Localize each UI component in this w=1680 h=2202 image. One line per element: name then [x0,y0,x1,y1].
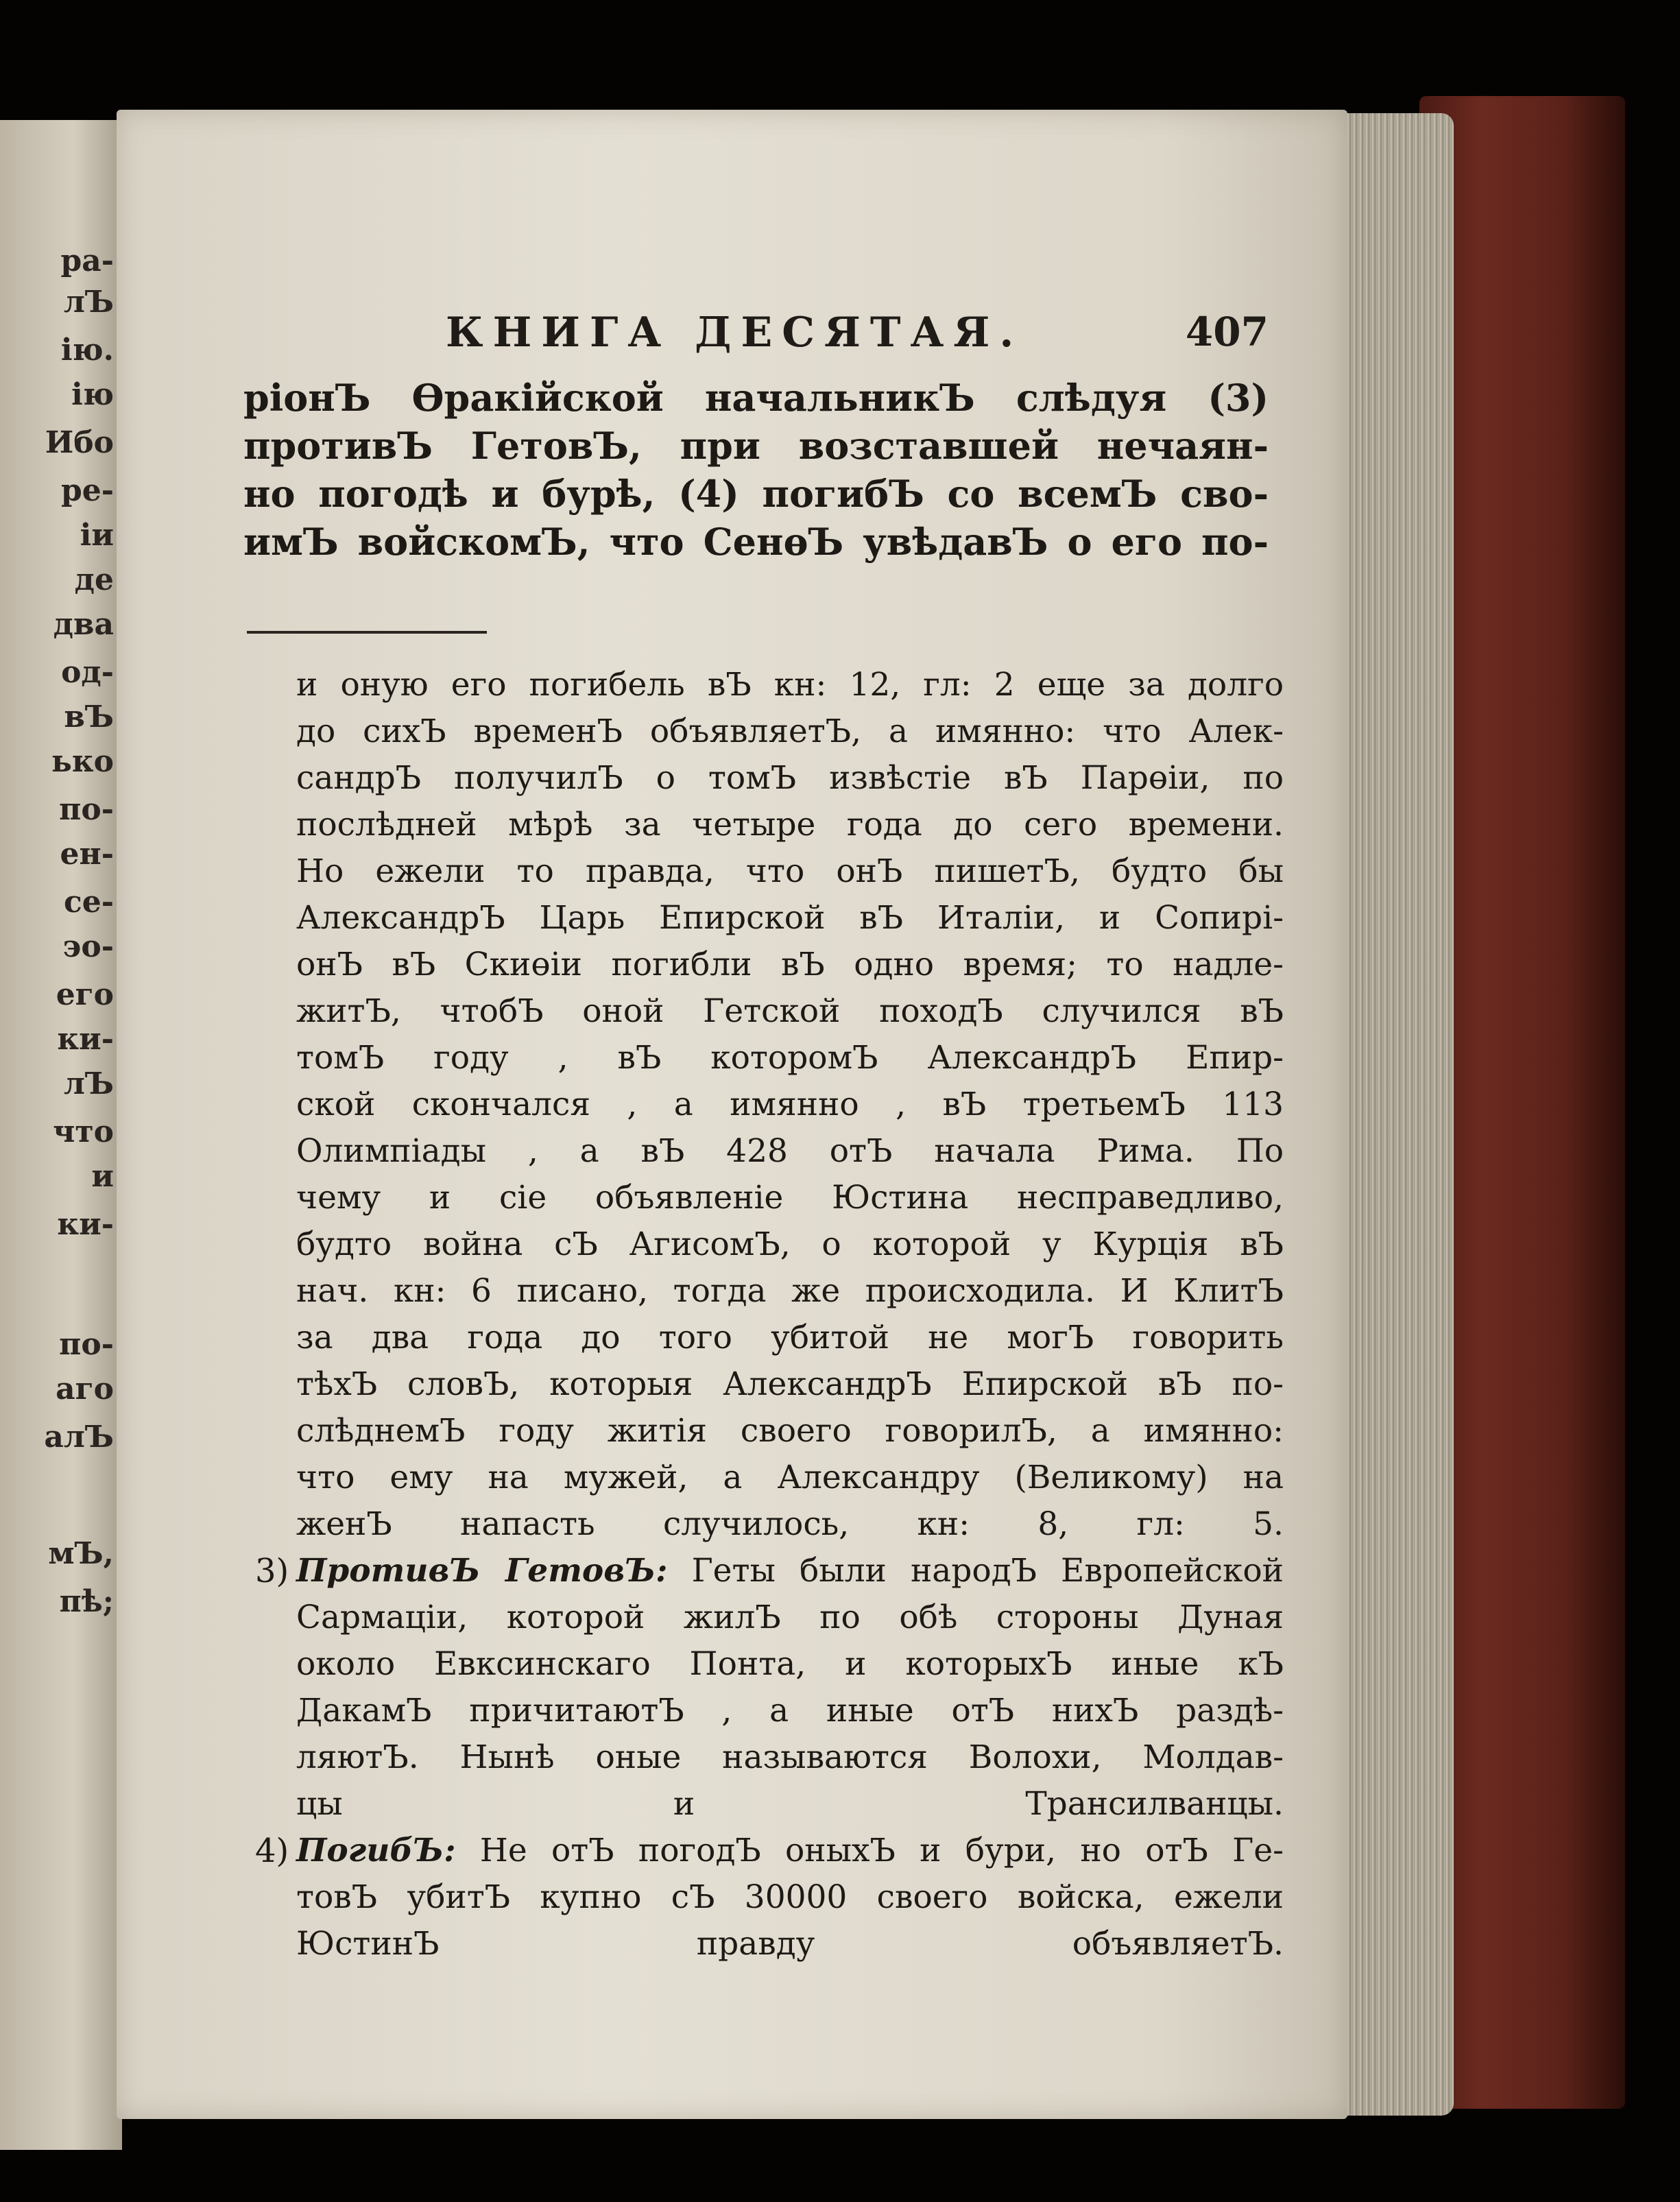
left-page-fragment: лЪ [63,285,114,320]
footnote-rule [247,631,487,634]
footnote-line [296,1548,1284,1594]
footnote-text: Геты были народЪ Европейской [691,1552,1284,1590]
left-page-fragment: ре- [60,473,114,508]
page-header [322,309,1269,363]
left-page-fragment: ько [51,744,114,779]
footnote-line: будто война сЪ АгисомЪ, о которой у Курцiя вЪ [296,1225,1284,1263]
footnote-line: за два года до того убитой не могЪ говорить [296,1319,1284,1356]
footnote-line: и оную его погибель вЪ кн: 12, гл: 2 еще за долго [296,666,1284,704]
footnote-line: слѣднемЪ году житiя своего говорилЪ, а имянно: [296,1412,1284,1450]
footnote-line: товЪ убитЪ купно сЪ 30000 своего войска, ежели [296,1878,1284,1916]
left-page-fragment: аго [56,1372,114,1407]
left-page-fragment: од- [61,655,114,690]
left-page-fragment: лЪ [63,1066,114,1101]
running-head: КНИГА ДЕСЯТАЯ. [446,309,1024,357]
left-page-fragment: се- [63,885,114,920]
page-number: 407 [1185,309,1269,355]
footnote-4-lines [296,1874,1284,1967]
book-page [117,110,1347,2119]
footnote-line: томЪ году , вЪ которомЪ АлександрЪ Епир- [296,1039,1284,1077]
footnote-line: сандрЪ получилЪ о томЪ извѣстiе вЪ Парөiи, по [296,759,1284,797]
page-edges [1334,113,1454,2116]
footnote-4 [255,1828,1284,1967]
text-line: но погодѣ и бурѣ, (4) погибЪ со всемЪ сво- [243,472,1269,516]
left-page-fragment: пѣ; [59,1584,114,1619]
footnote-line: житЪ, чтобЪ оной Гетской походЪ случился вЪ [296,992,1284,1030]
footnote-line: что ему на мужей, а Александру (Великому) на [296,1459,1284,1496]
footnote-line: ской скончался , а имянно , вЪ третьемЪ 113 [296,1086,1284,1123]
footnote-line [296,1828,1284,1874]
left-page-fragment: ра- [60,243,114,278]
left-page-fragment: Ибо [45,425,114,460]
footnote-line: АлександрЪ Царь Епирской вЪ Италiи, и Сопирi- [296,899,1284,937]
footnote-heading: ПогибЪ: [296,1832,456,1869]
left-page-fragment: что [53,1114,114,1149]
left-page-fragment: iю. [60,333,114,368]
footnote-line: Олимпiады , а вЪ 428 отЪ начала Рима. По [296,1132,1284,1170]
footnote-line: ЮстинЪ правду объявляетЪ. [296,1925,1284,1963]
footnote-line: цы и Трансилванцы. [296,1785,1284,1823]
left-page-fragment: по- [59,792,114,827]
footnote-line: ДакамЪ причитаютЪ , а иные отЪ нихЪ раздѣ- [296,1692,1284,1730]
left-page-fragment: де [74,562,114,597]
left-page-fragment: и [91,1159,114,1194]
footnote-text: Не отЪ погодЪ оныхЪ и бури, но отЪ Ге- [479,1832,1284,1869]
left-facing-page [0,120,122,2150]
left-page-fragment: iи [80,518,114,553]
footnote-line: Сармацiи, которой жилЪ по обѣ стороны Дуная [296,1599,1284,1636]
left-page-fragment: мЪ, [48,1536,114,1571]
footnote-number: 4) [255,1832,289,1870]
footnote-line: чему и сiе объявленiе Юстина несправедливо, [296,1179,1284,1217]
footnote-number: 3) [255,1552,289,1590]
left-page-fragment: iю [71,377,114,412]
footnote-line: нач. кн: 6 писано, тогда же происходила. И КлитЪ [296,1272,1284,1310]
footnote-line: тѣхЪ словЪ, которыя АлександрЪ Епирской вЪ по- [296,1365,1284,1403]
footnote-3-lines [296,1594,1284,1828]
left-page-fragment: по- [59,1327,114,1362]
text-line: имЪ войскомЪ, что СенөЪ увѣдавЪ о его по- [243,520,1269,564]
footnotes [255,662,1284,1967]
left-page-fragment: его [56,977,114,1012]
footnote-line: ляютЪ. Нынѣ оные называются Волохи, Молдав- [296,1738,1284,1776]
footnote-continuation [296,662,1284,1548]
main-text [243,374,1269,566]
left-page-fragment: вЪ [64,699,114,734]
footnote-line: женЪ напасть случилось, кн: 8, гл: 5. [296,1505,1284,1543]
left-page-fragment: ки- [57,1022,114,1057]
footnote-line: Но ежели то правда, что онЪ пишетЪ, будто бы [296,852,1284,890]
footnote-line: около Евксинскаго Понта, и которыхЪ иные кЪ [296,1645,1284,1683]
footnote-line: онЪ вЪ Скиөiи погибли вЪ одно время; то надле- [296,946,1284,983]
left-page-fragment: ки- [57,1207,114,1242]
footnote-line: до сихЪ временЪ объявляетЪ, а имянно: что Алек- [296,713,1284,750]
left-page-fragment: эо- [62,929,114,964]
footnote-heading: ПротивЪ ГетовЪ: [296,1552,668,1590]
text-line: противЪ ГетовЪ, при возставшей нечаян- [243,424,1269,468]
footnote-line: послѣдней мѣрѣ за четыре года до сего времени. [296,806,1284,843]
left-page-fragment: алЪ [44,1420,114,1455]
left-page-fragment: два [53,607,114,642]
left-page-fragment: ен- [60,837,114,872]
footnote-3 [255,1548,1284,1828]
text-line: рiонЪ Өракiйской начальникЪ слѣдуя (3) [243,376,1269,420]
